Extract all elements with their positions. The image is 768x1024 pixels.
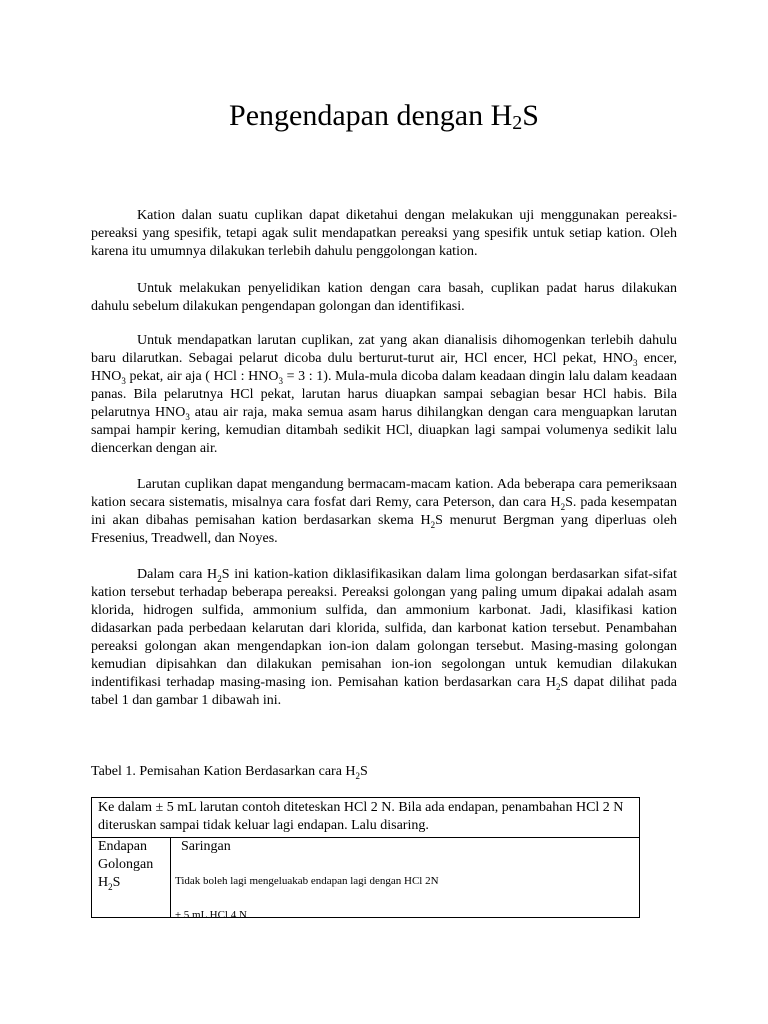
page-title: Pengendapan dengan $H_2S$ bbox=[229, 99, 539, 134]
filtrate-note: Tidak boleh lagi mengeluakab endapan lagi dengan HCl 2N bbox=[175, 875, 439, 887]
paragraph-1: Kation dalan suatu cuplikan dapat diketahui dengan melakukan uji menggunakan pereaksi-pereaksi yang spesifik, tetapi agak sulit mendapatkan pereaksi yang spesifik untuk setiap kation. Oleh karena itu umumnya dilakukan terlebih dahulu penggolongan kation. bbox=[91, 208, 677, 259]
saringan-label: Saringan bbox=[181, 839, 231, 854]
table-caption: Tabel 1. Pemisahan Kation Berdasarkan cara $H_2S$ bbox=[91, 764, 368, 781]
paragraph-2: Untuk melakukan penyelidikan kation dengan cara basah, cuplikan padat harus dilakukan dahulu sebelum dilakukan pengendapan golongan dan identifikasi. bbox=[91, 281, 677, 314]
paragraph-3: Untuk mendapatkan larutan cuplikan, zat yang akan dianalisis dihomogenkan terlebih dahulu baru dilarutkan. Sebagai pelarut dicoba dulu berturut-turut air, HCl encer, HCl pekat, $HNO_3$ encer, $HNO_3$ pekat, air aja ( HCl : $HNO_3 = 3$ : 1). Mula-mula dicoba dalam keadaan dingin lalu dalam keadaan panas. Bila pelarutnya HCl pekat, larutan harus diuapkan sampai sebagian besar HCl habis. Bila pelarutnya $HNO_3$ atau air raja, maka semua asam harus dihilangkan dengan cara menguapkan larutan sampai hampir kering, kemudian ditambah sedikit HCl, diuapkan lagi sampai volumenya sedikit lalu diencerkan dengan air. bbox=[91, 333, 678, 456]
filtrate-reagent: ± 5 mL HCl 4 N bbox=[175, 909, 247, 921]
table-right-cell bbox=[171, 838, 640, 921]
paragraph-4: Larutan cuplikan dapat mengandung bermacam-macam kation. Ada beberapa cara pemeriksaan kation secara sistematis, misalnya cara fosfat dari Remy, cara Peterson, dan cara $H_2S$. pada kesempatan ini akan dibahas pemisahan kation berdasarkan skema $H_2S$ menurut Bergman yang diperluas oleh Fresenius, Treadwell, dan Noyes. bbox=[91, 477, 678, 546]
separation-table bbox=[91, 797, 640, 921]
paragraph-5: Dalam cara $H_2S$ ini kation-kation diklasifikasikan dalam lima golongan berdasarkan sifat-sifat kation tersebut terhadap beberapa pereaksi. Pereaksi golongan yang paling umum dipakai adalah asam klorida, hidrogen sulfida, ammonium sulfida, dan ammonium karbonat. Jadi, klasifikasi kation didasarkan pada perbedaan kelarutan dari klorida, sulfida, dan karbonat kation tersebut. Penambahan pereaksi golongan akan mengendapkan ion-ion dalam golongan tersebut. Masing-masing golongan kemudian dipisahkan dan dilakukan pemisahan ion-ion segolongan untuk kemudian dilakukan indentifikasi terhadap masing-masing ion. Pemisahan kation berdasarkan cara $H_2S$ dapat dilihat pada tabel 1 dan gambar 1 dibawah ini. bbox=[91, 567, 678, 708]
table-top-cell: Ke dalam ± 5 mL larutan contoh diteteskan HCl 2 N. Bila ada endapan, penambahan HCl 2 N diteruskan sampai tidak keluar lagi endapan. Lalu disaring. bbox=[92, 798, 640, 838]
table-left-cell: Endapan Golongan $H_2S$ bbox=[92, 838, 171, 918]
